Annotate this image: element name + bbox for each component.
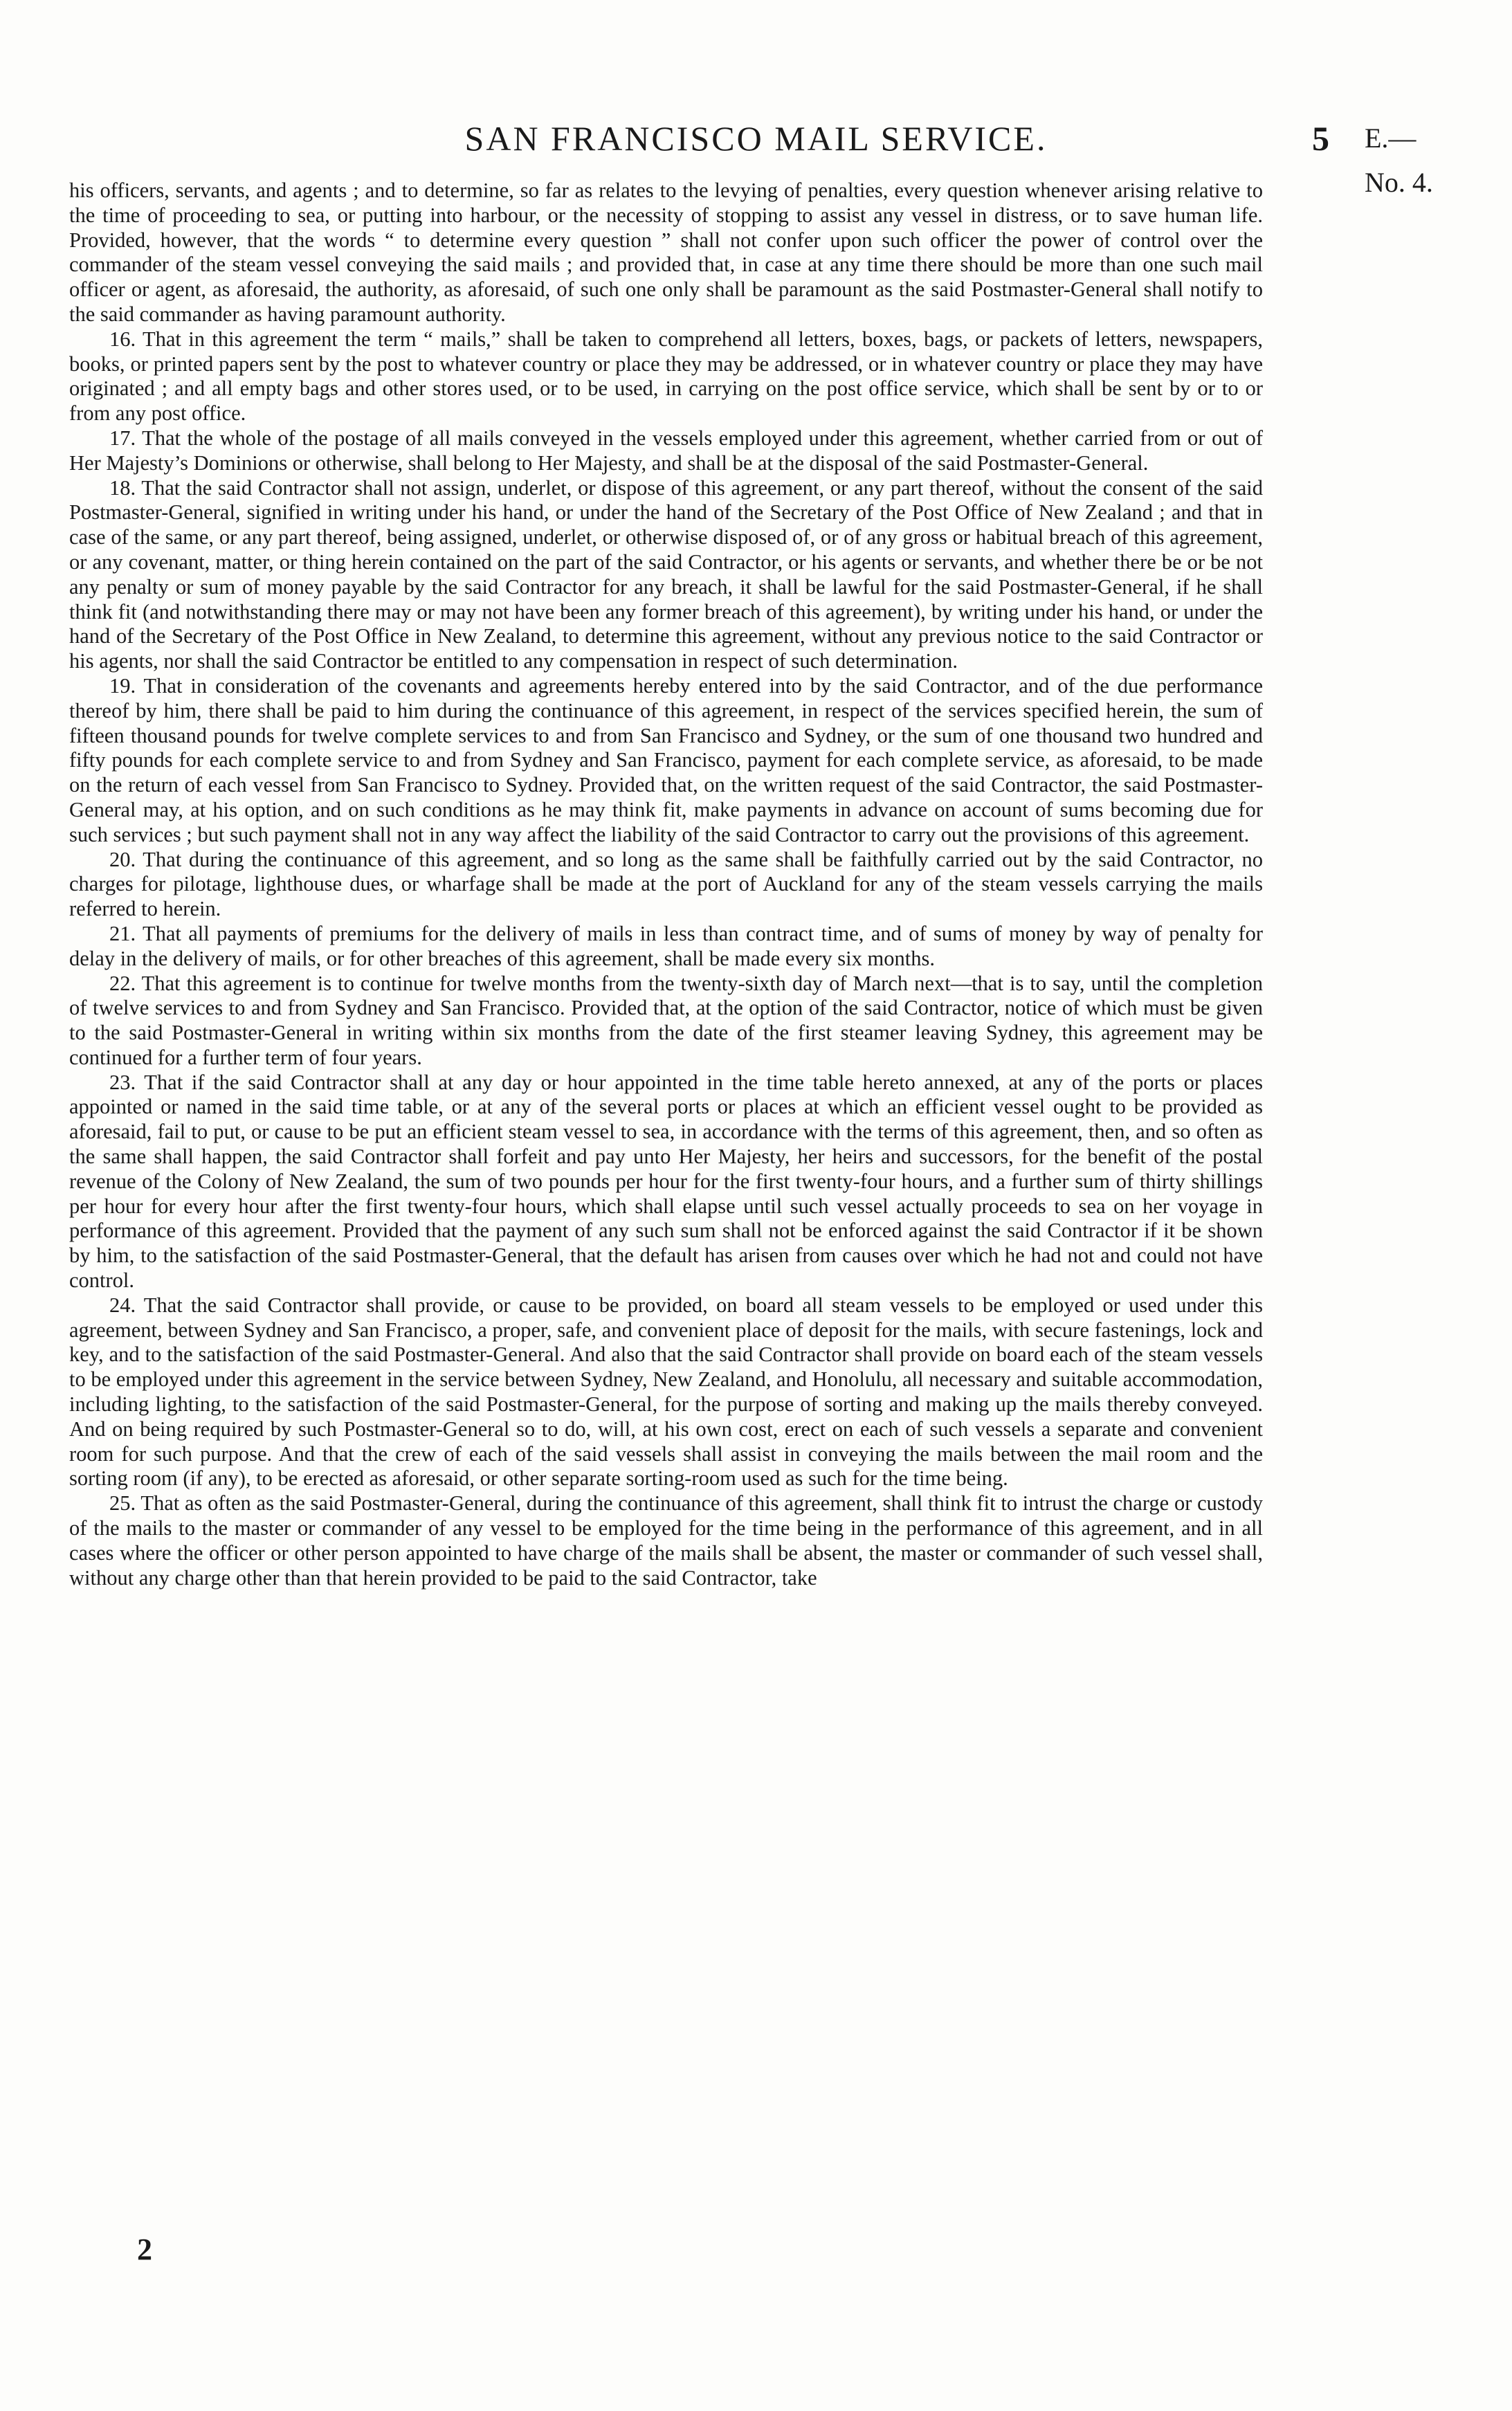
page-title: SAN FRANCISCO MAIL SERVICE. (464, 119, 1048, 158)
page-header (69, 116, 1443, 198)
clause-16: 16. That in this agreement the term “ mails,” shall be taken to comprehend all letters, boxes, bags, or packets of letters, newspapers, books, or printed papers sent by the post to whatever country or place they may be addressed, or in whatever country or place they may have originated ; and all empty bags and other stores used, or to be used, in carrying on the post office service, which shall be sent by or to or from any post office. (69, 327, 1263, 426)
clause-21: 21. That all payments of premiums for the delivery of mails in less than contract time, and of sums of money by way of penalty for delay in the delivery of mails, or for other breaches of this agreement, shall be made every six months. (69, 921, 1263, 970)
signature-mark: 2 (137, 2232, 152, 2266)
paragraph-continuation: his officers, servants, and agents ; and to determine, so far as relates to the levying of penalties, every question whenever arising relative to the time of proceeding to sea, or putting into harbour, or the necessity of stopping to assist any vessel in distress, or to save human life. Provided, however, that the words “ to determine every question ” shall not confer upon such officer the power of control over the commander of the steam vessel conveying the said mails ; and provided that, in case at any time there should be more than one such mail officer or agent, as aforesaid, the authority, as aforesaid, of such one only shall be paramount as the said Postmaster-General shall notify to the said commander as having paramount authority. (69, 179, 1263, 326)
clause-24: 24. That the said Contractor shall provide, or cause to be provided, on board all steam vessels to be employed or used under this agreement, between Sydney and San Francisco, a proper, safe, and convenient place of deposit for the mails, with secure fastenings, lock and key, and to the satisfaction of the said Postmaster-General. And also that the said Contractor shall provide on board each of the steam vessels to be employed under this agreement in the service between Sydney, New Zealand, and Honolulu, all necessary and suitable accommodation, including lighting, to the satisfaction of the said Postmaster-General, for the purpose of sorting and making up the mails thereby conveyed. And on being required by such Postmaster-General so to do, will, at his own cost, erect on each of such vessels a separate and convenient room for such purpose. And that the crew of each of the said vessels shall assist in conveying the mails between the mail room and the sorting room (if any), to be erected as aforesaid, or other separate sorting-room used as such for the time being. (69, 1293, 1263, 1491)
clause-19: 19. That in consideration of the covenants and agreements hereby entered into by the said Contractor, and of the due performance thereof by him, there shall be paid to him during the continuance of this agreement, in respect of the services specified herein, the sum of fifteen thousand pounds for twelve complete services to and from San Francisco and Sydney, or the sum of one thousand two hundred and fifty pounds for each complete service to and from Sydney and San Francisco, payment for each complete service, as aforesaid, to be made on the return of each vessel from San Francisco to Sydney. Provided that, on the written request of the said Contractor, the said Postmaster-General may, at his option, and on such conditions as he may think fit, make payments in advance on account of sums becoming due for such services ; but such payment shall not in any way affect the liability of the said Contractor to carry out the provisions of this agreement. (69, 673, 1263, 846)
page-number: 5 (1312, 119, 1329, 158)
clause-17: 17. That the whole of the postage of all mails conveyed in the vessels employed under this agreement, whether carried from or out of Her Majesty’s Dominions or otherwise, shall belong to Her Majesty, and shall be at the disposal of the said Postmaster-General. (69, 426, 1263, 475)
clause-23: 23. That if the said Contractor shall at any day or hour appointed in the time table hereto annexed, at any of the ports or places appointed or named in the said time table, or at any of the several ports or places at which an efficient vessel ought to be provided as aforesaid, fail to put, or cause to be put an efficient steam vessel to sea, in accordance with the terms of this agreement, then, and so often as the same shall happen, the said Contractor shall forfeit and pay unto Her Majesty, her heirs and successors, for the benefit of the postal revenue of the Colony of New Zealand, the sum of two pounds per hour for the first twenty-four hours, and a further sum of thirty shillings per hour for every hour after the first twenty-four hours, which shall elapse until such vessel actually proceeds to sea on her voyage in performance of this agreement. Provided that the payment of any such sum shall not be enforced against the said Contractor if it be shown by him, to the satisfaction of the said Postmaster-General, that the default has arisen from causes over which he had not and could not have control. (69, 1070, 1263, 1293)
clause-20: 20. That during the continuance of this agreement, and so long as the same shall be faithfully carried out by the said Contractor, no charges for pilotage, lighthouse dues, or wharfage shall be made at the port of Auckland for any of the steam vessels carrying the mails referred to herein. (69, 847, 1263, 921)
clause-22: 22. That this agreement is to continue for twelve months from the twenty-sixth day of March next—that is to say, until the completion of twelve services to and from Sydney and San Francisco. Provided that, at the option of the said Contractor, notice of which must be given to the said Postmaster-General in writing within six months from the date of the first steamer leaving Sydney, this agreement may be continued for a further term of four years. (69, 971, 1263, 1069)
clause-18: 18. That the said Contractor shall not assign, underlet, or dispose of this agreement, or any part thereof, without the consent of the said Postmaster-General, signified in writing under his hand, or under the hand of the Secretary of the Post Office of New Zealand ; and that in case of the same, or any part thereof, being assigned, underlet, or otherwise disposed of, or of any gross or habitual breach of this agreement, or any covenant, matter, or thing herein contained on the part of the said Contractor, or his agents or servants, and whether there be or be not any penalty or sum of money payable by the said Contractor for any breach, it shall be lawful for the said Postmaster-General, if he shall think fit (and notwithstanding there may or may not have been any former breach of this agreement), by writing under his hand, or under the hand of the Secretary of the Post Office in New Zealand, to determine this agreement, without any previous notice to the said Contractor or his agents, nor shall the said Contractor be entitled to any compensation in respect of such determination. (69, 475, 1263, 673)
clause-25: 25. That as often as the said Postmaster-General, during the continuance of this agreement, shall think fit to intrust the charge or custody of the mails to the master or commander of any vessel to be employed for the time being in the performance of this agreement, and in all cases where the officer or other person appointed to have charge of the mails shall be absent, the master or commander of such vessel shall, without any charge other than that herein provided to be paid to the said Contractor, take (69, 1491, 1263, 1590)
body-text (69, 179, 1263, 1590)
document-reference: E.—No. 4. (1365, 122, 1433, 198)
